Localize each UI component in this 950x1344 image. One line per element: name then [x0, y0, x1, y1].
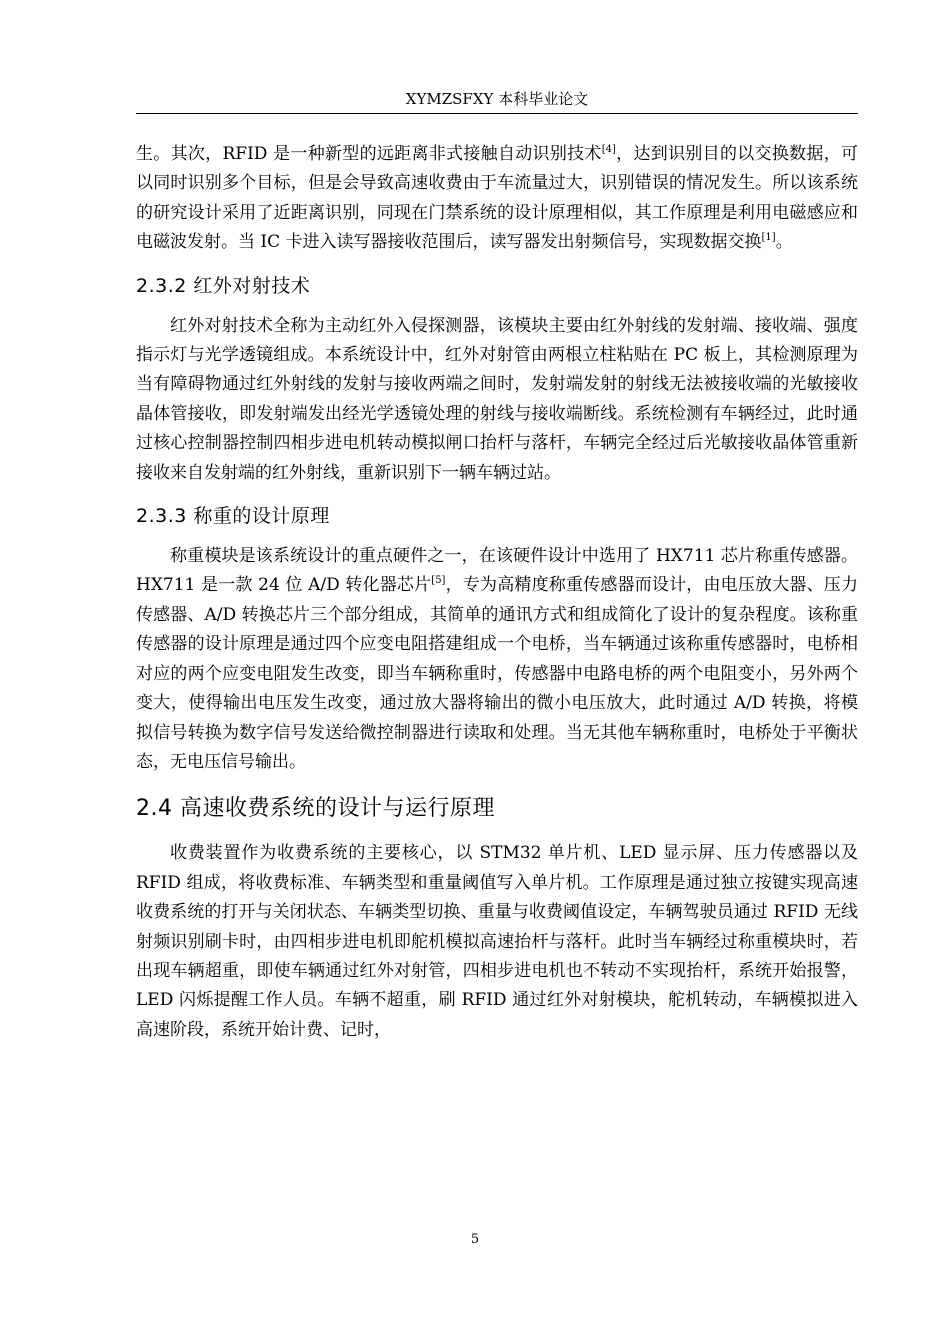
paragraph-text: 。 [775, 232, 793, 253]
page-number: 5 [470, 1232, 480, 1247]
paragraph-text: ，达到识别目的以交换数据，可以同时识别多个目标，但是会导致高速收费由于车流量过大，识别错误的情况发生。所以该系统的研究设计采用了近距离识别，同现在门禁系统的设计原理相似，其工作原理是利用电磁感应和电磁波发射。当 IC 卡进入读写器接收范围后，读写器发出射频信号，实现数据交换 [136, 144, 859, 253]
section-heading-2-3-3: 2.3.3 称重的设计原理 [136, 505, 330, 528]
page-content [136, 140, 858, 1045]
header-divider [136, 113, 858, 114]
intro-paragraph [136, 140, 858, 258]
section-heading-2-3-2: 2.3.2 红外对射技术 [136, 274, 311, 297]
paragraph-text: 生。其次，RFID 是一种新型的远距离非式接触自动识别技术 [136, 144, 602, 164]
paragraph-text: ，专为高精度称重传感器而设计，由电压放大器、压力传感器、A/D 转换芯片三个部分组成，其简单的通讯方式和组成简化了设计的复杂程度。该称重传感器的设计原理是通过四个应变电阻搭建组成一个电桥，当车辆通过该称重传感器时，电桥相对应的两个应变电阻发生改变，即当车辆称重时，传感器中电路电桥的两个电阻变小，另外两个变大，使得输出电压发生改变，通过放大器将输出的微小电压放大，此时通过 A/D 转换，将模拟信号转换为数字信号发送给微控制器进行读取和处理。当无其他车辆称重时，电桥处于平衡状态，无电压信号输出。 [136, 575, 858, 772]
section-2-3-2-paragraph: 红外对射技术全称为主动红外入侵探测器，该模块主要由红外射线的发射端、接收端、强度指示灯与光学透镜组成。本系统设计中，红外对射管由两根立柱粘贴在 PC 板上，其检测原理为当有障碍物通过红外射线的发射与接收两端之间时，发射端发射的射线无法被接收端的光敏接收晶体管接收，即发射端发出经光学透镜处理的射线与接收端断线。系统检测有车辆经过，此时通过核心控制器控制四相步进电机转动模拟闸口抬杆与落杆，车辆完全经过后光敏接收晶体管重新接收来自发射端的红外射线，重新识别下一辆车辆过站。 [136, 315, 858, 483]
running-header: XYMZSFXY 本科毕业论文 [405, 90, 589, 108]
section-2-3-3-paragraph [136, 542, 858, 777]
citation-ref-5[interactable]: [5] [431, 575, 446, 587]
paragraph-text: 称重模块是该系统设计的重点硬件之一，在该硬件设计中选用了 HX711 芯片称重传感器。HX711 是一款 24 位 A/D 转化器芯片 [136, 546, 858, 596]
citation-ref-4[interactable]: [4] [601, 144, 616, 155]
section-2-4-paragraph: 收费装置作为收费系统的主要核心，以 STM32 单片机、LED 显示屏、压力传感器以及 RFID 组成，将收费标准、车辆类型和重量阈值写入单片机。工作原理是通过独立按键实现高速收费系统的打开与关闭状态、车辆类型切换、重量与收费阈值设定，车辆驾驶员通过 RFID 无线射频识别刷卡时，由四相步进电机即舵机模拟高速抬杆与落杆。此时当车辆经过称重模块时，若出现车辆超重，即使车辆通过红外对射管，四相步进电机也不转动不实现抬杆，系统开始报警，LED 闪烁提醒工作人员。车辆不超重，刷 RFID 通过红外对射模块，舵机转动，车辆模拟进入高速阶段，系统开始计费、记时， [136, 843, 858, 1040]
section-heading-2-4: 2.4 高速收费系统的设计与运行原理 [136, 796, 495, 822]
citation-ref-1[interactable]: [1] [761, 232, 776, 244]
